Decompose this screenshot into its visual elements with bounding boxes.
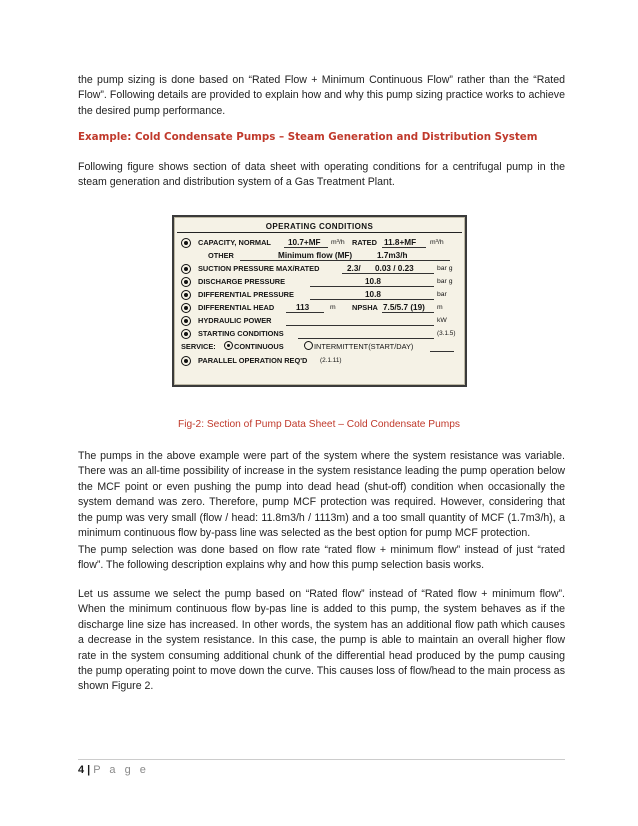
diff-head-unit: m <box>330 304 336 311</box>
pump-data-sheet-figure <box>172 215 467 387</box>
radio-bullet-icon <box>181 264 191 274</box>
suction-value: 2.3/ <box>347 264 361 273</box>
row-starting <box>180 328 459 340</box>
radio-bullet-icon <box>181 316 191 326</box>
page-word: P a g e <box>93 764 149 776</box>
radio-bullet-icon <box>181 303 191 313</box>
diff-head-value: 113 <box>296 303 310 312</box>
suction-label: SUCTION PRESSURE MAX/RATED <box>198 264 320 273</box>
npsha-label: NPSHA <box>352 303 378 312</box>
other-value-2: 1.7m3/h <box>377 251 408 260</box>
row-hydraulic <box>180 315 459 327</box>
service-label: SERVICE: <box>181 342 216 351</box>
radio-bullet-icon <box>181 329 191 339</box>
row-service <box>180 341 459 353</box>
sheet-title: OPERATING CONDITIONS <box>177 220 462 233</box>
service-intermittent-option <box>304 341 413 353</box>
radio-bullet-icon <box>181 290 191 300</box>
other-value: Minimum flow (MF) <box>278 251 353 260</box>
hydraulic-unit: kW <box>437 317 447 324</box>
radio-selected-icon <box>224 341 233 350</box>
following-figure-paragraph: Following figure shows section of data sheet with operating conditions for a centrifugal pump in the steam generation and distribution system of a Gas Treatment Plant. <box>78 161 565 189</box>
diff-pressure-unit: bar <box>437 291 447 298</box>
page-number: 4 <box>78 764 85 776</box>
suction-unit: bar g <box>437 265 453 272</box>
parallel-label: PARALLEL OPERATION REQ'D <box>198 356 308 365</box>
suction-value-2: 0.03 / 0.23 <box>375 264 414 273</box>
rated-unit: m³/h <box>430 239 444 246</box>
capacity-label: CAPACITY, NORMAL <box>198 238 271 247</box>
rated-label: RATED <box>352 238 377 247</box>
row-suction <box>180 263 459 275</box>
discharge-unit: bar g <box>437 278 453 285</box>
npsha-unit: m <box>437 304 443 311</box>
discharge-value: 10.8 <box>365 277 381 286</box>
diff-pressure-label: DIFFERENTIAL PRESSURE <box>198 290 294 299</box>
assumption-paragraph: Let us assume we select the pump based on “Rated flow” instead of “Rated flow + minimum flow”. When the minimum continuous flow by-pas line is added to this pump, the system behaves as if the discharge line size has increased. In other words, the system has an additional flow path which causes a decrease in the system resistance. In this case, the pump is able to maintain an overall higher flow rate in the system consuming additional chunk of the differential head produced by the pump causing the pump operating point to move down the curve. This causes loss of flow/head to the main process as shown Figure 2. <box>78 588 565 693</box>
example-heading: Example: Cold Condensate Pumps – Steam Generation and Distribution System <box>78 131 538 143</box>
figure-caption: Fig-2: Section of Pump Data Sheet – Cold Condensate Pumps <box>177 419 460 430</box>
starting-ref: (3.1.5) <box>437 330 456 337</box>
diff-pressure-value: 10.8 <box>365 290 381 299</box>
service-intermittent-label: INTERMITTENT(START/DAY) <box>314 342 414 351</box>
intro-paragraph: the pump sizing is done based on “Rated Flow + Minimum Continuous Flow” rather than the “Rated Flow”. Following details are provided to explain how and why this pump sizing practice works to achieve the desired pump performance. <box>78 74 565 117</box>
row-diff-pressure <box>180 289 459 301</box>
row-discharge <box>180 276 459 288</box>
radio-bullet-icon <box>181 238 191 248</box>
hydraulic-label: HYDRAULIC POWER <box>198 316 272 325</box>
capacity-unit: m³/h <box>331 239 345 246</box>
row-parallel <box>180 355 459 367</box>
starting-label: STARTING CONDITIONS <box>198 329 284 338</box>
radio-empty-icon <box>304 341 313 350</box>
radio-bullet-icon <box>181 356 191 366</box>
capacity-value: 10.7+MF <box>288 238 321 247</box>
pumps-paragraph: The pumps in the above example were part of the system where the system resistance was variable. There was an all-time possibility of increase in the system resistance leading the pump operation below the MCF point or even pushing the pump into dead head (shut-off) condition when occasionally the system demand was zero. Therefore, pump MCF protection was required. However, considering that the pump was very small (flow / head: 11.8m3/h / 1113m) and a too small quantity of MCF (1.7m3/h), a minimum continuous flow by-pass line was selected as the best option for pump MCF protection. <box>78 450 565 540</box>
row-diff-head <box>180 302 459 314</box>
discharge-label: DISCHARGE PRESSURE <box>198 277 286 286</box>
footer-separator: | <box>87 764 91 776</box>
row-capacity <box>180 237 459 249</box>
other-label: OTHER <box>208 251 234 260</box>
selection-paragraph: The pump selection was done based on flow rate “rated flow + minimum flow” instead of just “rated flow”. The following description explains why and how this pump selection basis works. <box>78 544 565 572</box>
row-other <box>180 250 459 262</box>
diff-head-label: DIFFERENTIAL HEAD <box>198 303 275 312</box>
parallel-ref: (2.1.11) <box>320 357 342 364</box>
npsha-value: 7.5/5.7 (19) <box>383 303 425 312</box>
radio-bullet-icon <box>181 277 191 287</box>
footer-divider <box>78 759 565 760</box>
service-continuous-option <box>224 341 284 353</box>
service-continuous-label: CONTINUOUS <box>234 342 284 351</box>
page-footer <box>78 764 149 776</box>
rated-value: 11.8+MF <box>384 238 417 247</box>
